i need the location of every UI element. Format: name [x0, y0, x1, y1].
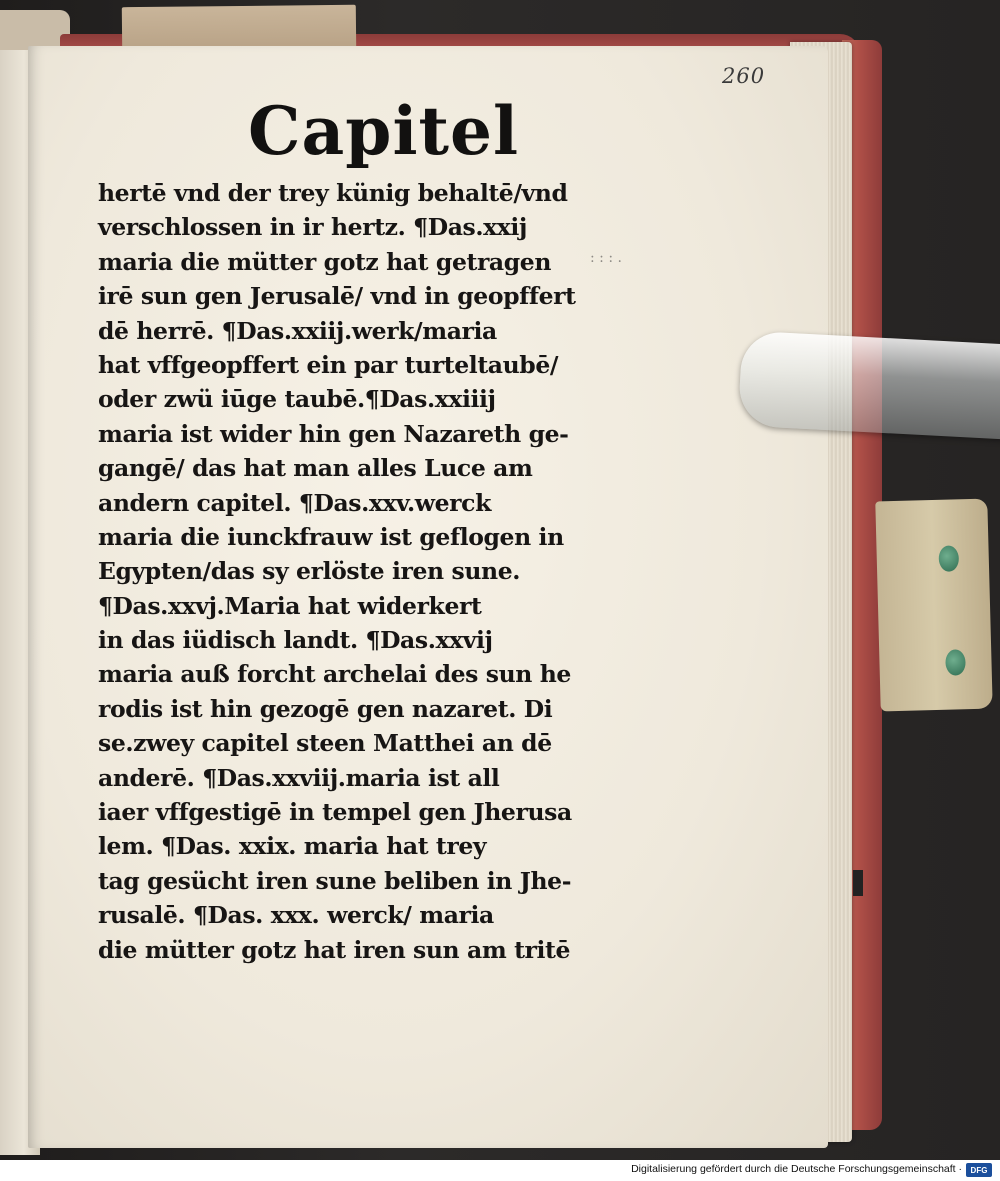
text-line: oder zwü iūge taubē.¶Das.xxiiij	[98, 385, 496, 414]
margin-mark: : : : .	[590, 250, 622, 266]
page-heading: Capitel	[248, 92, 520, 170]
text-line: iaer vffgestigē in tempel gen Jherusa	[98, 798, 572, 827]
text-line: die mütter gotz hat iren sun am tritē	[98, 935, 571, 964]
footer-credit: Digitalisierung gefördert durch die Deutsche Forschungsgemeinschaft ·	[631, 1163, 962, 1175]
text-line: se.zwey capitel steen Matthei an dē	[98, 729, 552, 758]
text-line: andern capitel. ¶Das.xxv.werck	[98, 488, 491, 517]
text-line: hertē vnd der trey künig behaltē/vnd	[98, 179, 568, 207]
text-line: tag gesücht iren sune beliben in Jhe-	[98, 866, 572, 895]
top-paper-tab	[122, 5, 356, 51]
dfg-logo: DFG	[966, 1163, 992, 1177]
book-clasp	[875, 499, 992, 712]
cover-mark	[853, 870, 863, 896]
text-line: in das iüdisch landt. ¶Das.xxvij	[98, 626, 493, 655]
page-number: 260	[722, 64, 766, 88]
glass-page-weight	[738, 330, 1000, 440]
text-line: maria ist wider hin gen Nazareth ge-	[98, 419, 569, 448]
text-line: ¶Das.xxvj.Maria hat widerkert	[98, 591, 482, 620]
text-line: hat vffgeopffert ein par turteltaubē/	[98, 350, 559, 379]
text-line: maria auß forcht archelai des sun he	[98, 660, 571, 689]
text-line: dē herrē. ¶Das.xxiij.werk/maria	[98, 316, 497, 345]
text-line: Egypten/das sy erlöste iren sune.	[98, 557, 521, 586]
text-line: rusalē. ¶Das. xxx. werck/ maria	[98, 901, 494, 930]
text-line: maria die mütter gotz hat getragen	[98, 247, 552, 276]
clasp-stud-top	[938, 545, 959, 572]
text-line: verschlossen in ir hertz. ¶Das.xxij	[98, 213, 527, 242]
text-line: rodis ist hin gezogē gen nazaret. Di	[98, 694, 553, 723]
text-line: maria die iunckfrauw ist geflogen in	[98, 522, 564, 551]
text-line: lem. ¶Das. xxix. maria hat trey	[98, 832, 487, 861]
text-line: gangē/ das hat man alles Luce am	[98, 454, 533, 483]
clasp-stud-bottom	[945, 649, 966, 676]
text-line: anderē. ¶Das.xxviij.maria ist all	[98, 763, 500, 792]
text-line: irē sun gen Jerusalē/ vnd in geopffert	[98, 282, 576, 311]
body-text	[98, 176, 618, 967]
